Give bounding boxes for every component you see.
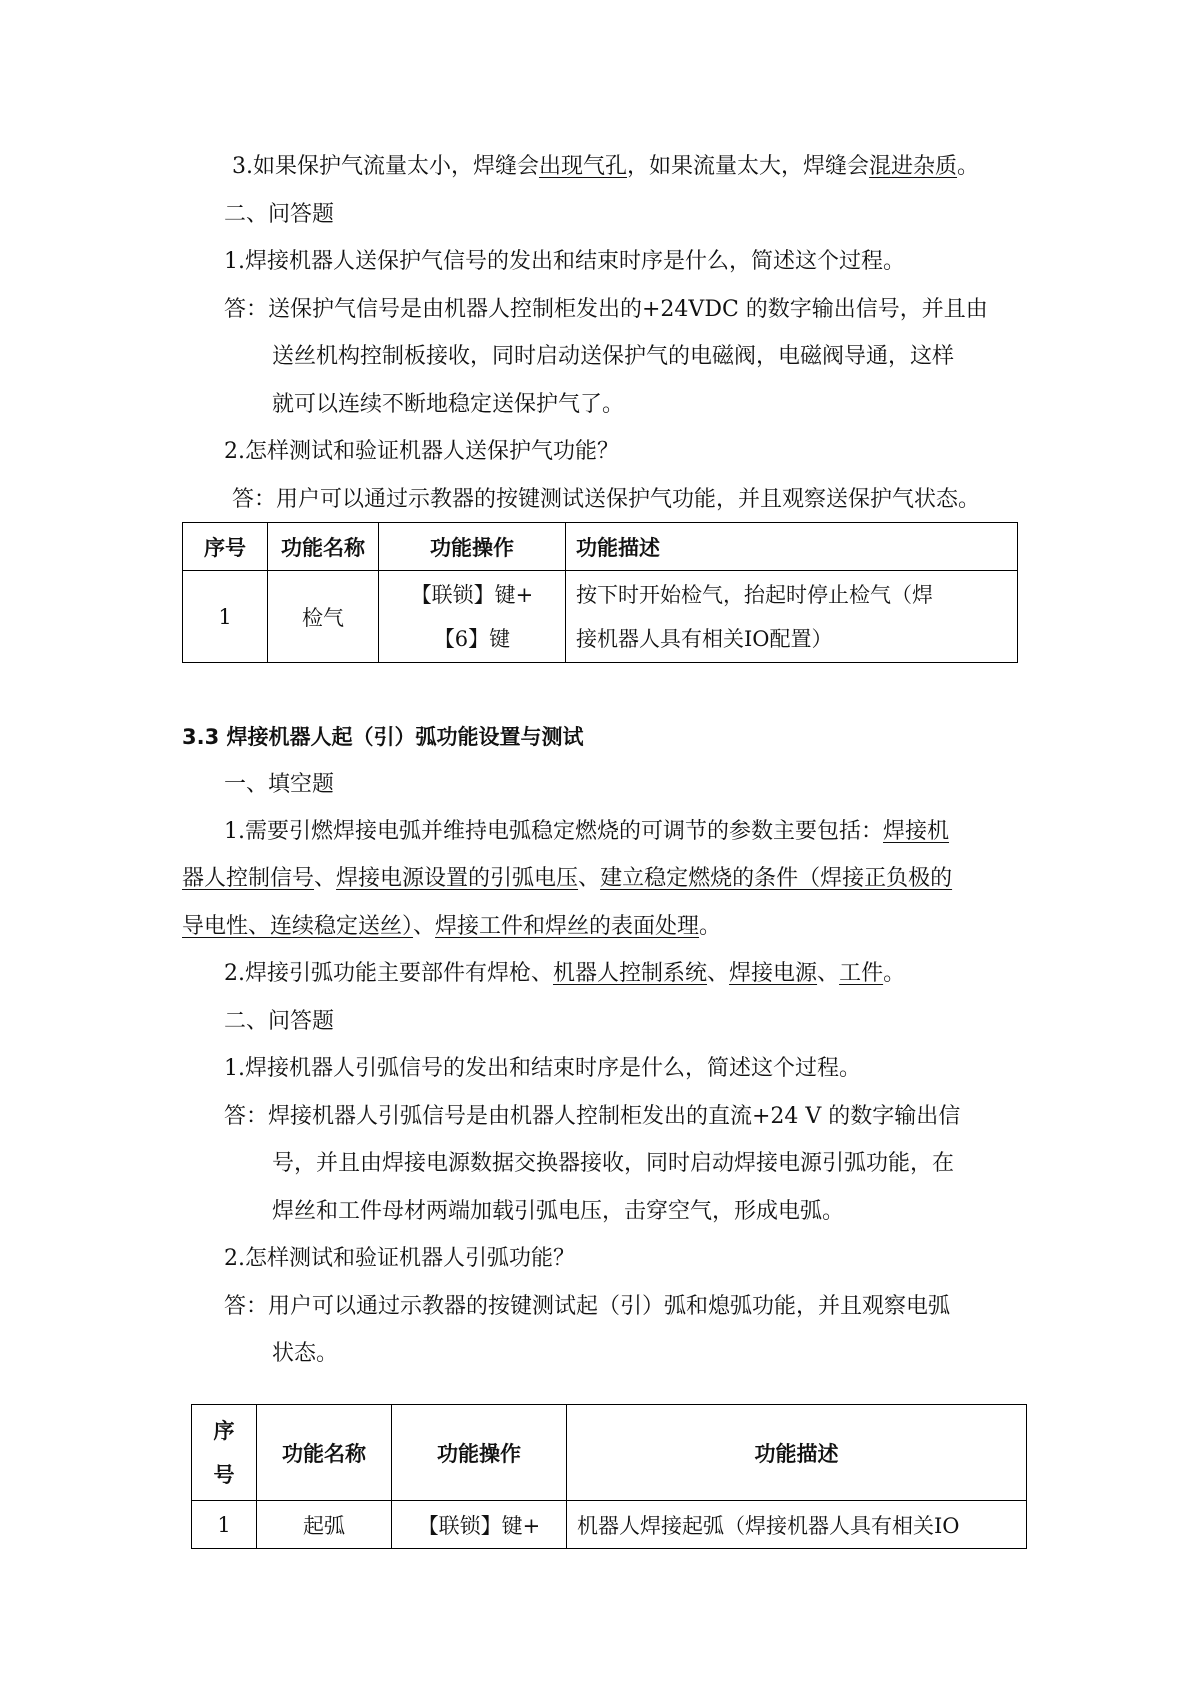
question-1: 1.焊接机器人送保护气信号的发出和结束时序是什么，简述这个过程。 [224, 249, 905, 274]
answer-1-line-2: 号，并且由焊接电源数据交换器接收，同时启动焊接电源引弧功能，在 [272, 1151, 955, 1176]
answer-blank: 导电性、连续稳定送丝） [182, 914, 414, 939]
header-no [192, 1405, 257, 1501]
cell-op-line-2: 【6】键 [433, 626, 511, 651]
answer-1-line-3: 焊丝和工件母材两端加载引弧电压，击穿空气，形成电弧。 [272, 1199, 845, 1224]
function-table-1 [182, 522, 1018, 663]
header-name: 功能名称 [268, 523, 379, 571]
question-1: 1.焊接机器人引弧信号的发出和结束时序是什么，简述这个过程。 [224, 1056, 861, 1081]
answer-1-line-1: 答：送保护气信号是由机器人控制柜发出的+24VDC 的数字输出信号，并且由 [224, 297, 988, 322]
answer-1-line-3: 就可以连续不断地稳定送保护气了。 [272, 392, 625, 417]
fill-question-1-line-3 [182, 912, 721, 942]
question-text: 2.焊接引弧功能主要部件有焊枪、 [224, 961, 553, 986]
answer-1-line-1: 答：焊接机器人引弧信号是由机器人控制柜发出的直流+24 V 的数字输出信 [224, 1104, 961, 1129]
cell-no: 1 [183, 571, 268, 663]
section-title: 3.3 焊接机器人起（引）弧功能设置与测试 [182, 725, 584, 749]
fill-question-1-line-1 [224, 817, 949, 847]
cell-op: 【联锁】键+ [392, 1501, 567, 1549]
qa-heading: 二、问答题 [224, 1009, 335, 1034]
answer-blank: 机器人控制系统 [553, 961, 708, 986]
answer-blank: 工件 [839, 961, 884, 986]
question-2: 2.怎样测试和验证机器人送保护气功能？ [224, 439, 619, 464]
answer-blank: 混进杂质 [869, 154, 958, 179]
fill-question-2 [224, 959, 905, 989]
header-no-line-1: 序 [213, 1418, 235, 1443]
answer-2-line-1: 答：用户可以通过示教器的按键测试起（引）弧和熄弧功能，并且观察电弧 [224, 1294, 951, 1319]
table-header-row [183, 523, 1018, 571]
cell-no: 1 [192, 1501, 257, 1549]
fill-question-3 [232, 152, 979, 182]
question-2: 2.怎样测试和验证机器人引弧功能？ [224, 1246, 575, 1271]
header-desc: 功能描述 [566, 523, 1018, 571]
header-op: 功能操作 [392, 1405, 567, 1501]
punctuation: 。 [883, 961, 906, 986]
header-op: 功能操作 [379, 523, 566, 571]
question-text: ，如果流量太大，焊缝会 [627, 154, 870, 179]
cell-op [379, 571, 566, 663]
cell-desc-line-1: 按下时开始检气，抬起时停止检气（焊 [576, 582, 933, 607]
punctuation: 、 [413, 914, 436, 939]
answer-blank: 焊接机 [883, 819, 950, 844]
answer-blank: 器人控制信号 [182, 866, 315, 891]
cell-desc [566, 571, 1018, 663]
cell-desc-line-2: 接机器人具有相关IO配置） [576, 626, 833, 651]
header-desc: 功能描述 [567, 1405, 1027, 1501]
question-text: 3.如果保护气流量太小，焊缝会 [232, 154, 539, 179]
punctuation: 、 [578, 866, 601, 891]
answer-blank: 焊接电源 [729, 961, 818, 986]
punctuation: 。 [699, 914, 722, 939]
punctuation: 。 [957, 154, 980, 179]
header-no: 序号 [183, 523, 268, 571]
cell-name: 检气 [268, 571, 379, 663]
cell-name: 起弧 [257, 1501, 392, 1549]
fill-heading: 一、填空题 [224, 772, 335, 797]
header-no-line-2: 号 [213, 1462, 235, 1487]
question-text: 1.需要引燃焊接电弧并维持电弧稳定燃烧的可调节的参数主要包括： [224, 819, 883, 844]
fill-question-1-line-2 [182, 864, 952, 894]
punctuation: 、 [817, 961, 840, 986]
table-row [183, 571, 1018, 663]
table-row [192, 1501, 1027, 1549]
punctuation: 、 [314, 866, 337, 891]
answer-2: 答：用户可以通过示教器的按键测试送保护气功能，并且观察送保护气状态。 [232, 487, 981, 512]
cell-op-line-1: 【联锁】键+ [410, 582, 534, 607]
function-table-2 [191, 1404, 1027, 1549]
qa-heading: 二、问答题 [224, 202, 335, 227]
answer-blank: 焊接工件和焊丝的表面处理 [435, 914, 700, 939]
answer-1-line-2: 送丝机构控制板接收，同时启动送保护气的电磁阀，电磁阀导通，这样 [272, 344, 955, 369]
answer-blank: 建立稳定燃烧的条件（焊接正负极的 [600, 866, 953, 891]
answer-2-line-2: 状态。 [272, 1341, 339, 1366]
punctuation: 、 [707, 961, 730, 986]
answer-blank: 出现气孔 [539, 154, 628, 179]
cell-desc: 机器人焊接起弧（焊接机器人具有相关IO [567, 1501, 1027, 1549]
header-name: 功能名称 [257, 1405, 392, 1501]
answer-blank: 焊接电源设置的引弧电压 [336, 866, 579, 891]
table-header-row [192, 1405, 1027, 1501]
